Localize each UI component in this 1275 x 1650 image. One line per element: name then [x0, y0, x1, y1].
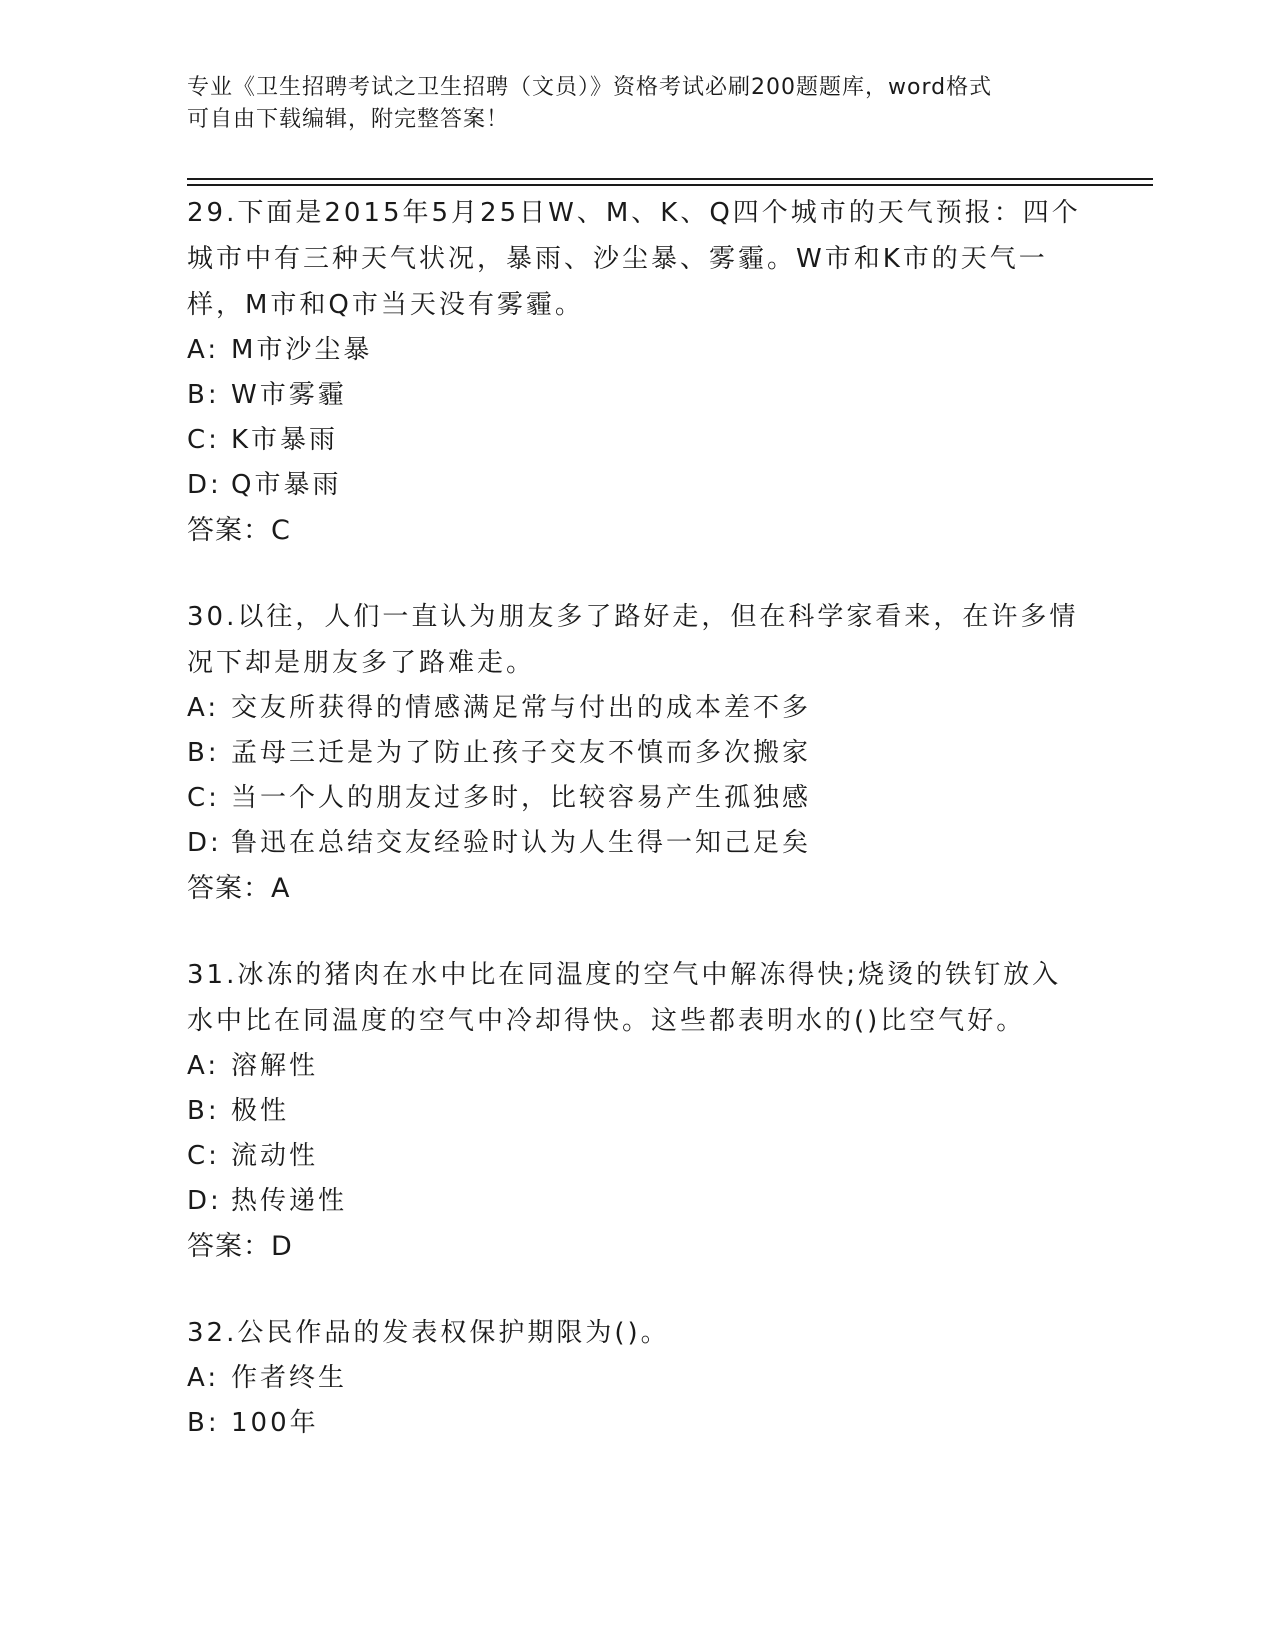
- option-text: 100年: [231, 1408, 319, 1438]
- option-b: [187, 373, 1087, 418]
- option-d: [187, 463, 1087, 508]
- option-text: 极性: [231, 1096, 290, 1126]
- option-letter: B:: [187, 1408, 220, 1438]
- answer-line: [187, 508, 1087, 554]
- option-letter: B:: [187, 1096, 220, 1126]
- option-letter: A:: [187, 1051, 220, 1081]
- header-line-2: 可自由下载编辑，附完整答案！: [187, 107, 510, 132]
- option-a: [187, 686, 1087, 731]
- page-header: [187, 72, 1067, 136]
- question-stem: 29.下面是2015年5月25日W、M、K、Q四个城市的天气预报：四个城市中有三种天气状况，暴雨、沙尘暴、雾霾。W市和K市的天气一样，M市和Q市当天没有雾霾。: [187, 198, 1081, 320]
- option-b: [187, 1089, 1087, 1134]
- question-stem: 30.以往，人们一直认为朋友多了路好走，但在科学家看来，在许多情况下却是朋友多了路难走。: [187, 602, 1079, 678]
- option-letter: D:: [187, 470, 222, 500]
- option-text: Q市暴雨: [231, 470, 342, 500]
- question-32: [187, 1310, 1087, 1446]
- option-text: 孟母三迁是为了防止孩子交友不慎而多次搬家: [231, 738, 812, 768]
- option-text: 流动性: [231, 1141, 319, 1171]
- answer-value: D: [271, 1231, 293, 1262]
- header-line-1: 专业《卫生招聘考试之卫生招聘（文员）》资格考试必刷200题题库，word格式: [187, 75, 993, 100]
- header-divider-top: [187, 178, 1153, 180]
- option-a: [187, 1044, 1087, 1089]
- option-b: [187, 1401, 1087, 1446]
- option-letter: C:: [187, 783, 220, 813]
- question-list: [187, 190, 1087, 1486]
- option-letter: A:: [187, 335, 220, 365]
- option-text: K市暴雨: [231, 425, 339, 455]
- option-a: [187, 1356, 1087, 1401]
- option-text: 作者终生: [231, 1363, 348, 1393]
- option-c: [187, 418, 1087, 463]
- question-30: [187, 594, 1087, 912]
- option-d: [187, 1179, 1087, 1224]
- option-text: 交友所获得的情感满足常与付出的成本差不多: [231, 693, 812, 723]
- option-text: 热传递性: [231, 1186, 348, 1216]
- question-stem: 32.公民作品的发表权保护期限为()。: [187, 1318, 670, 1348]
- question-29: [187, 190, 1087, 554]
- option-text: W市雾霾: [231, 380, 347, 410]
- option-b: [187, 731, 1087, 776]
- option-text: M市沙尘暴: [231, 335, 373, 365]
- header-divider-bottom: [187, 184, 1153, 186]
- option-letter: A:: [187, 1363, 220, 1393]
- option-letter: B:: [187, 380, 220, 410]
- option-text: 溶解性: [231, 1051, 319, 1081]
- option-letter: B:: [187, 738, 220, 768]
- option-d: [187, 821, 1087, 866]
- question-stem: 31.冰冻的猪肉在水中比在同温度的空气中解冻得快;烧烫的铁钉放入水中比在同温度的空气中冷却得快。这些都表明水的()比空气好。: [187, 960, 1062, 1036]
- answer-line: [187, 866, 1087, 912]
- answer-prefix: 答案：: [187, 873, 271, 904]
- option-letter: D:: [187, 828, 222, 858]
- answer-value: C: [271, 515, 291, 546]
- option-letter: D:: [187, 1186, 222, 1216]
- option-text: 当一个人的朋友过多时，比较容易产生孤独感: [231, 783, 812, 813]
- option-c: [187, 1134, 1087, 1179]
- answer-line: [187, 1224, 1087, 1270]
- option-letter: A:: [187, 693, 220, 723]
- option-letter: C:: [187, 1141, 220, 1171]
- answer-prefix: 答案：: [187, 1231, 271, 1262]
- answer-prefix: 答案：: [187, 515, 271, 546]
- option-letter: C:: [187, 425, 220, 455]
- question-31: [187, 952, 1087, 1270]
- option-c: [187, 776, 1087, 821]
- option-text: 鲁迅在总结交友经验时认为人生得一知己足矣: [231, 828, 812, 858]
- option-a: [187, 328, 1087, 373]
- answer-value: A: [271, 873, 291, 904]
